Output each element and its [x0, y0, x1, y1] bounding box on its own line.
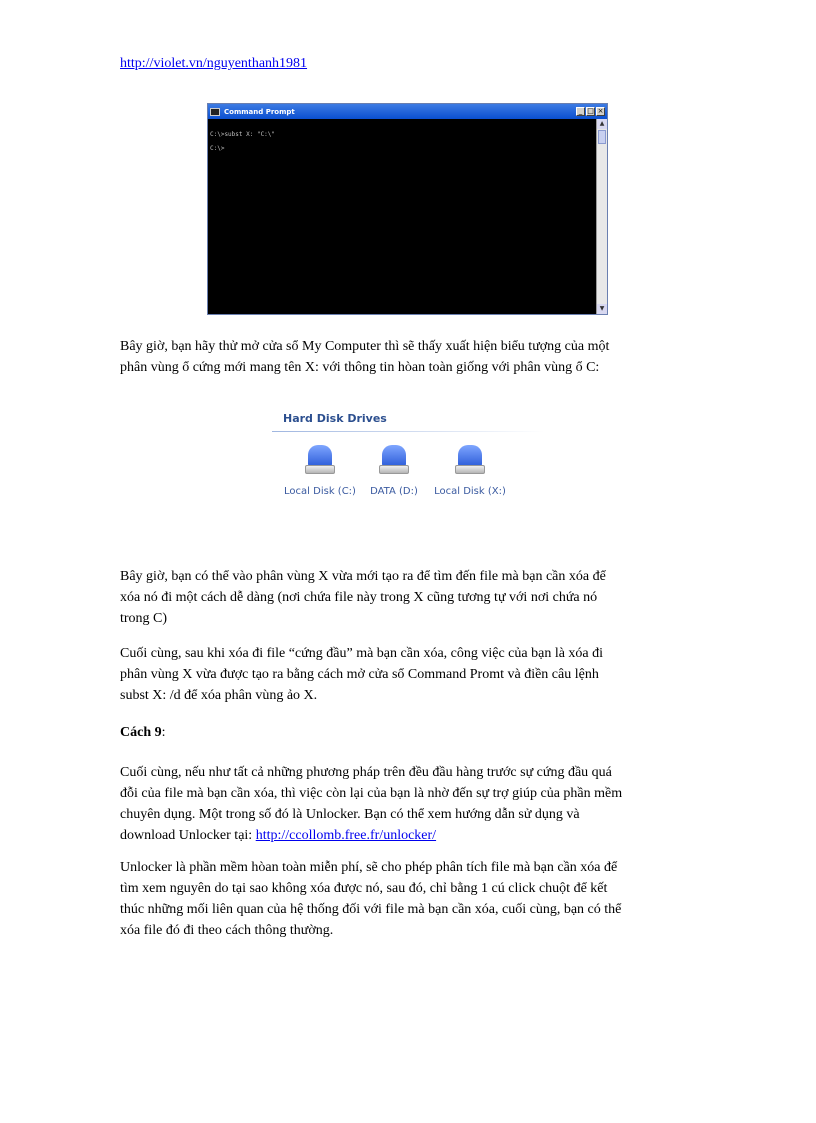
hard-disk-drives-screenshot	[272, 397, 544, 507]
text-prefix: download Unlocker tại:	[120, 828, 256, 843]
hard-drive-icon	[379, 445, 409, 477]
drive-label: Local Disk (C:)	[284, 486, 356, 497]
text-line: thúc những mối liên quan của hệ thống đối với file mà bạn cần xóa, cuối cùng, bạn có thể	[120, 902, 622, 917]
text-line: phân vùng X vừa được tạo ra bằng cách mở cửa sổ Command Promt và điền câu lệnh	[120, 667, 599, 682]
paragraph-unlocker-intro	[120, 762, 695, 846]
drive-item	[430, 445, 510, 497]
text-line: subst X: /d để xóa phân vùng ảo X.	[120, 688, 318, 703]
hdd-divider	[272, 431, 544, 432]
section-colon: :	[161, 725, 166, 740]
text-line: Unlocker là phần mềm hòan toàn miễn phí, sẽ cho phép phân tích file mà bạn cần xóa để	[120, 860, 618, 875]
close-icon: ×	[597, 107, 604, 115]
drive-item	[280, 445, 360, 497]
text-line: xóa file đó đi theo cách thông thường.	[120, 923, 334, 938]
paragraph-navigate-x	[120, 566, 695, 629]
hard-drive-icon	[305, 445, 335, 477]
text-line: chuyên dụng. Một trong số đó là Unlocker. Bạn có thể xem hướng dẫn sử dụng và	[120, 807, 580, 822]
text-line: đỗi của file mà bạn cần xóa, thì việc còn lại của bạn là nhờ đến sự trợ giúp của phần mềm	[120, 786, 623, 801]
command-prompt-screenshot	[207, 103, 608, 315]
maximize-icon: □	[587, 107, 594, 115]
text-line: tìm xem nguyên do tại sao không xóa được nó, sau đó, chỉ bằng 1 cú click chuột để kết	[120, 881, 608, 896]
section-heading	[120, 722, 695, 743]
cmd-titlebar	[208, 104, 607, 119]
text-line: xóa nó đi một cách dễ dàng (nơi chứa file này trong X cũng tương tự với nơi chứa nó	[120, 590, 598, 605]
drive-item	[354, 445, 434, 497]
cmd-console	[208, 119, 596, 314]
cmd-line: C:\>subst X: "C:\"	[210, 131, 276, 138]
scroll-thumb	[598, 130, 606, 144]
section-title: Cách 9	[120, 725, 162, 740]
unlocker-link[interactable]: http://ccollomb.free.fr/unlocker/	[255, 828, 437, 843]
scroll-down-icon: ▼	[597, 304, 607, 314]
text-line: Cuối cùng, nếu như tất cả những phương pháp trên đều đầu hàng trước sự cứng đầu quá	[120, 765, 612, 780]
cmd-line: C:\>	[210, 145, 225, 152]
cmd-scrollbar	[596, 119, 607, 314]
header-link[interactable]: http://violet.vn/nguyenthanh1981	[120, 56, 308, 71]
paragraph-my-computer	[120, 336, 695, 378]
hdd-heading: Hard Disk Drives	[283, 412, 387, 425]
scroll-up-icon: ▲	[597, 119, 607, 129]
paragraph-remove-x	[120, 643, 695, 706]
text-line: Bây giờ, bạn có thể vào phân vùng X vừa mới tạo ra để tìm đến file mà bạn cần xóa để	[120, 569, 606, 584]
minimize-icon: _	[576, 107, 585, 116]
text-line: trong C)	[120, 611, 168, 626]
text-line: phân vùng ổ cứng mới mang tên X: với thông tin hòan toàn giống với phân vùng ổ C:	[120, 360, 600, 375]
paragraph-unlocker-desc	[120, 857, 695, 941]
text-line: Bây giờ, bạn hãy thử mở cửa sổ My Computer thì sẽ thấy xuất hiện biểu tượng của một	[120, 339, 610, 354]
cmd-app-icon	[210, 108, 220, 116]
hard-drive-icon	[455, 445, 485, 477]
cmd-title: Command Prompt	[224, 107, 295, 116]
text-line	[120, 825, 695, 846]
drive-label: DATA (D:)	[370, 486, 418, 497]
text-line: Cuối cùng, sau khi xóa đi file “cứng đầu” mà bạn cần xóa, công việc của bạn là xóa đi	[120, 646, 604, 661]
drive-label: Local Disk (X:)	[434, 486, 506, 497]
